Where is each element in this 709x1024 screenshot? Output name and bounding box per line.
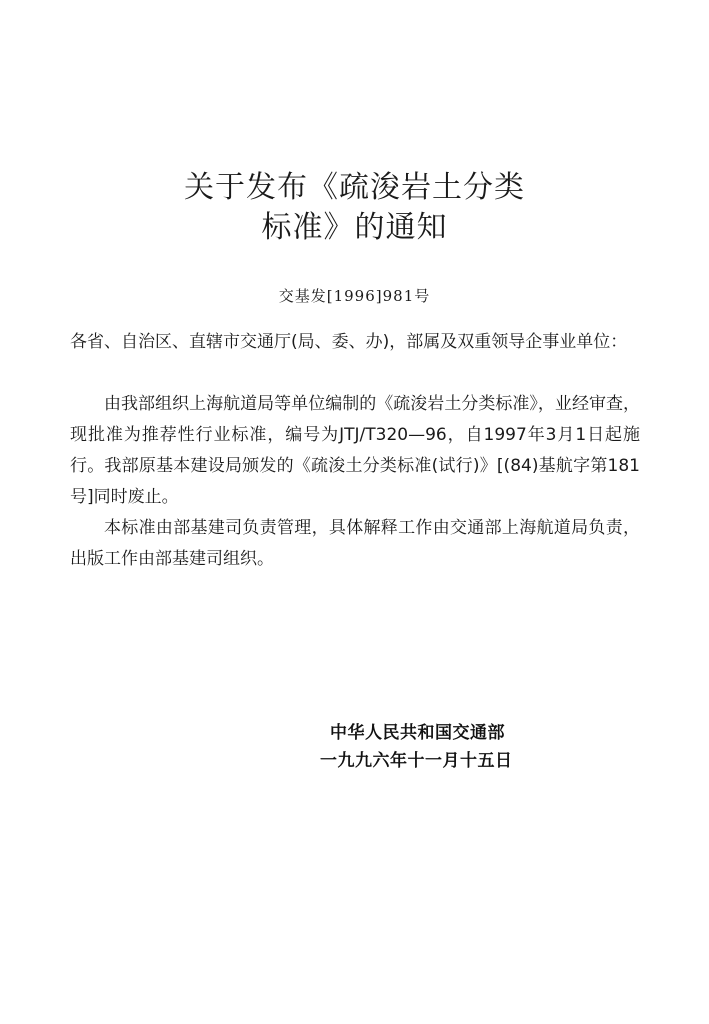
- document-number: 交基发[1996]981号: [278, 287, 431, 305]
- issue-date: 一九九六年十一月十五日: [320, 751, 513, 771]
- notice-title-line-1: 关于发布《疏浚岩土分类: [184, 170, 525, 205]
- body-paragraph-1: 由我部组织上海航道局等单位编制的《疏浚岩土分类标准》，业经审查，现批准为推荐性行业标准，编号为JTJ/T320—96，自1997年3月1日起施行。我部原基本建设局颁发的《疏浚土分类标准(试行)》[(84)基航字第181号]同时废止。: [70, 394, 640, 507]
- body-paragraph-2: 本标准由部基建司负责管理，具体解释工作由交通部上海航道局负责，出版工作由部基建司组织。: [70, 518, 640, 569]
- addressee: 各省、自治区、直辖市交通厅(局、委、办)，部属及双重领导企事业单位：: [70, 332, 628, 352]
- issuing-organization: 中华人民共和国交通部: [330, 723, 505, 743]
- notice-title-line-2: 标准》的通知: [261, 210, 448, 245]
